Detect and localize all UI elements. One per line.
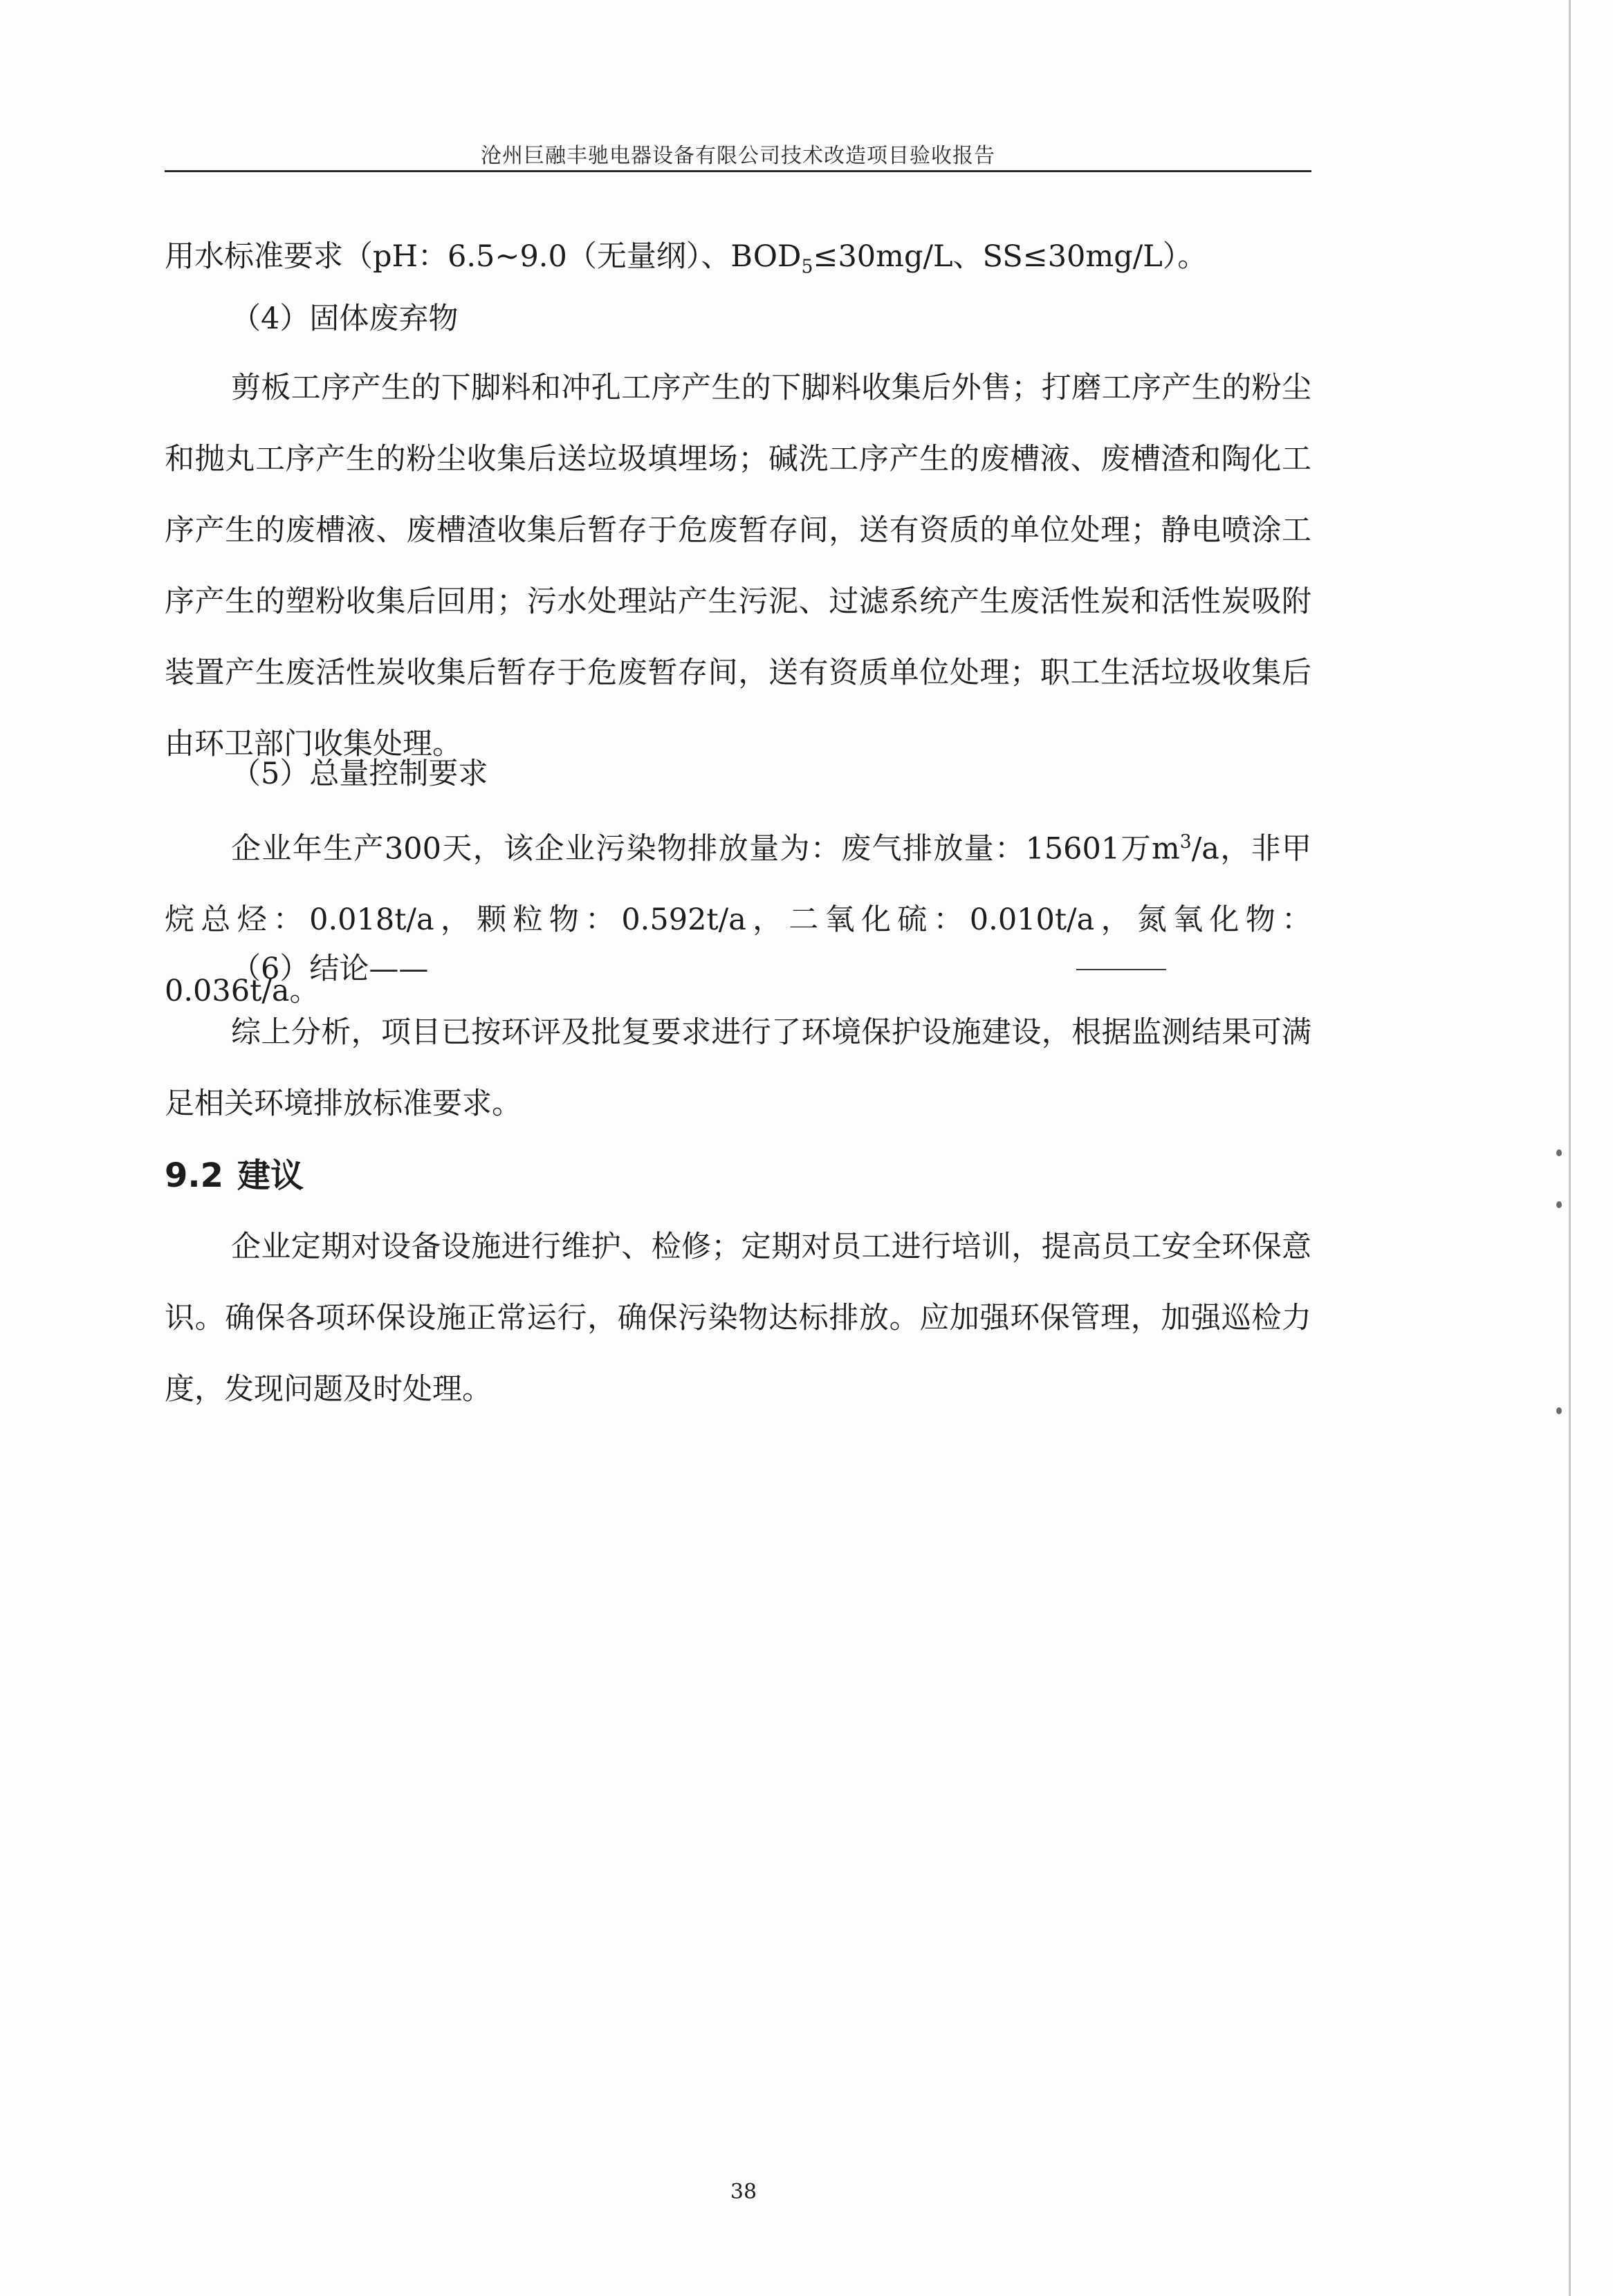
paragraph-solid-waste: 剪板工序产生的下脚料和冲孔工序产生的下脚料收集后外售；打磨工序产生的粉尘和抛丸工序产生的粉尘收集后送垃圾填埋场；碱洗工序产生的废槽液、废槽渣和陶化工序产生的废槽液、废槽渣收集后暂存于危废暂存间，送有资质的单位处理；静电喷涂工序产生的塑粉收集后回用；污水处理站产生污泥、过滤系统产生废活性炭和活性炭吸附装置产生废活性炭收集后暂存于危废暂存间，送有资质单位处理；职工生活垃圾收集后由环卫部门收集处理。 xyxy=(165,371,1311,761)
paragraph-suggestions: 企业定期对设备设施进行维护、检修；定期对员工进行培训，提高员工安全环保意识。确保各项环保设施正常运行，确保污染物达标排放。应加强环保管理，加强巡检力度，发现问题及时处理。 xyxy=(165,1230,1311,1407)
water-text-a: 用水标准要求（pH：6.5~9.0（无量纲）、BOD xyxy=(165,239,802,274)
section-number: 9.2 xyxy=(165,1156,224,1195)
scan-edge-line xyxy=(1569,0,1571,2296)
total-text-a: 企业年生产300天，该企业污染物排放量为：废气排放量：15601万m xyxy=(231,831,1180,867)
scan-speck xyxy=(1556,1407,1562,1414)
section-heading-suggestions xyxy=(165,1145,304,1207)
scan-speck xyxy=(1556,1149,1562,1156)
total-text-b: /a，非甲烷总烃：0.018t/a，颗粒物：0.592t/a，二氧化硫：0.010t/a，氮氧化物：0.036t/a。 xyxy=(165,831,1312,1009)
total-superscript: 3 xyxy=(1179,831,1192,853)
water-text-b: ≤30mg/L、SS≤30mg/L）。 xyxy=(813,239,1208,274)
running-header: 沧州巨融丰驰电器设备有限公司技术改造项目验收报告 xyxy=(481,144,995,168)
scan-speck xyxy=(1556,1201,1562,1208)
subheading-conclusion: （6）结论—— xyxy=(231,952,429,986)
conclusion-dash-line xyxy=(1076,969,1166,970)
paragraph-conclusion: 综上分析，项目已按环评及批复要求进行了环境保护设施建设，根据监测结果可满足相关环境排放标准要求。 xyxy=(165,1015,1311,1121)
section-title: 建议 xyxy=(237,1156,304,1195)
header-rule xyxy=(165,170,1311,172)
subheading-total-control: （5）总量控制要求 xyxy=(231,757,488,791)
page-number: 38 xyxy=(730,2180,757,2204)
water-subscript: 5 xyxy=(801,256,813,278)
subheading-solid-waste: （4）固体废弃物 xyxy=(231,302,459,336)
